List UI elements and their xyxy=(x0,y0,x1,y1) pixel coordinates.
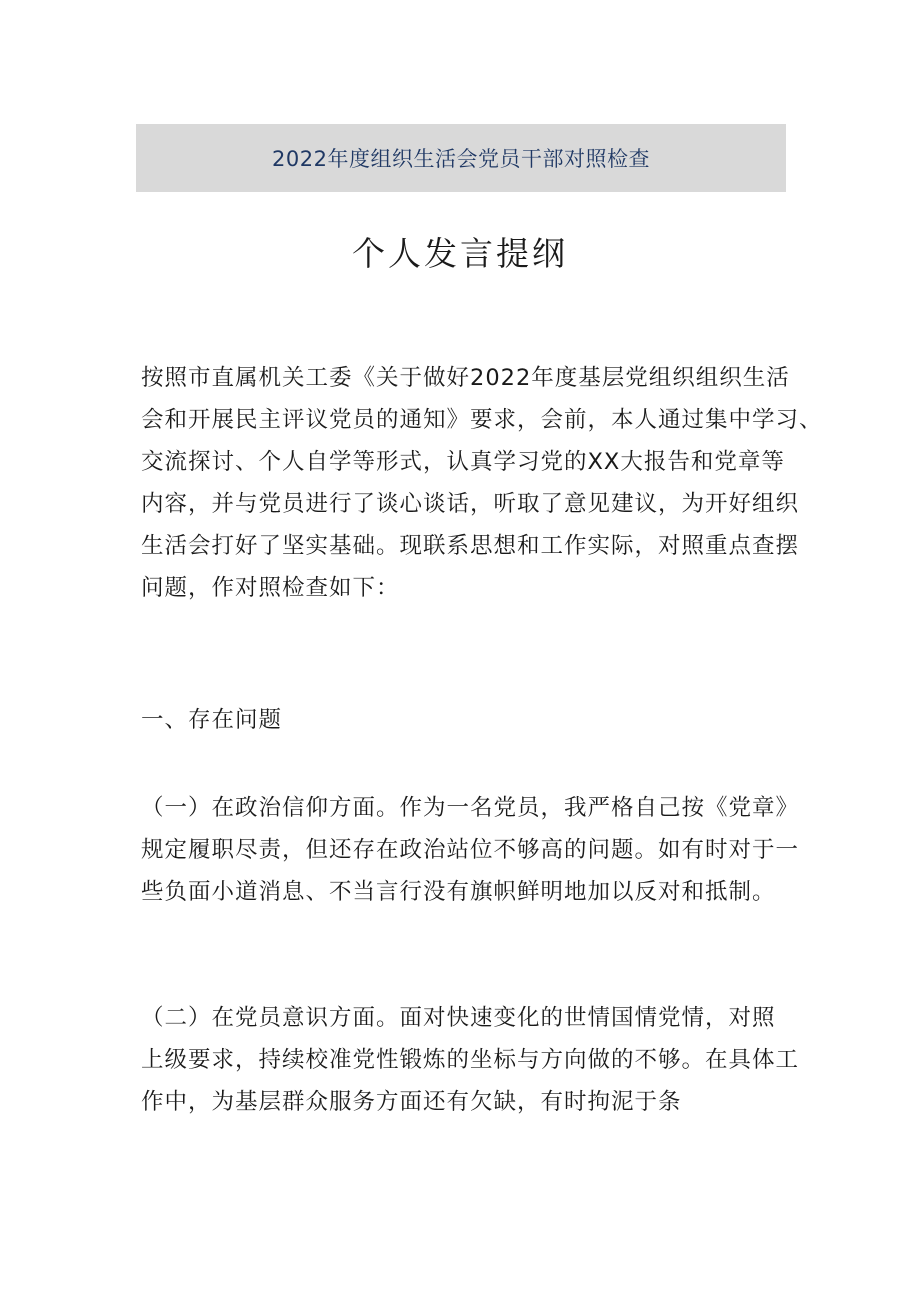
intro-line: 内容，并与党员进行了谈心谈话，听取了意见建议，为开好组织 xyxy=(141,491,800,517)
item1-line: 规定履职尽责，但还存在政治站位不够高的问题。如有时对于一 xyxy=(141,837,800,863)
item1-line: （一）在政治信仰方面。作为一名党员，我严格自己按《党章》 xyxy=(141,795,800,821)
intro-line: 交流探讨、个人自学等形式，认真学习党的XX大报告和党章等 xyxy=(141,449,785,475)
banner-title: 2022年度组织生活会党员干部对照检查 xyxy=(272,147,650,171)
intro-line: 生活会打好了坚实基础。现联系思想和工作实际，对照重点查摆 xyxy=(141,533,800,559)
item2-line: 上级要求，持续校准党性锻炼的坐标与方向做的不够。在具体工 xyxy=(141,1047,800,1073)
item1-paragraph xyxy=(141,787,800,913)
item2-line: （二）在党员意识方面。面对快速变化的世情国情党情，对照 xyxy=(141,1005,776,1031)
section-heading-text: 一、存在问题 xyxy=(141,707,283,733)
section-heading xyxy=(141,699,791,741)
item2-line: 作中，为基层群众服务方面还有欠缺，有时拘泥于条 xyxy=(141,1089,682,1115)
item1-line: 些负面小道消息、不当言行没有旗帜鲜明地加以反对和抵制。 xyxy=(141,879,776,905)
intro-line: 问题，作对照检查如下： xyxy=(141,575,400,601)
title-banner xyxy=(136,124,786,192)
intro-line: 会和开展民主评议党员的通知》要求，会前，本人通过集中学习、 xyxy=(141,407,823,433)
intro-line: 按照市直属机关工委《关于做好2022年度基层党组织组织生活 xyxy=(141,365,790,391)
main-title: 个人发言提纲 xyxy=(352,234,568,273)
item2-paragraph xyxy=(141,997,800,1123)
intro-paragraph xyxy=(141,357,823,609)
